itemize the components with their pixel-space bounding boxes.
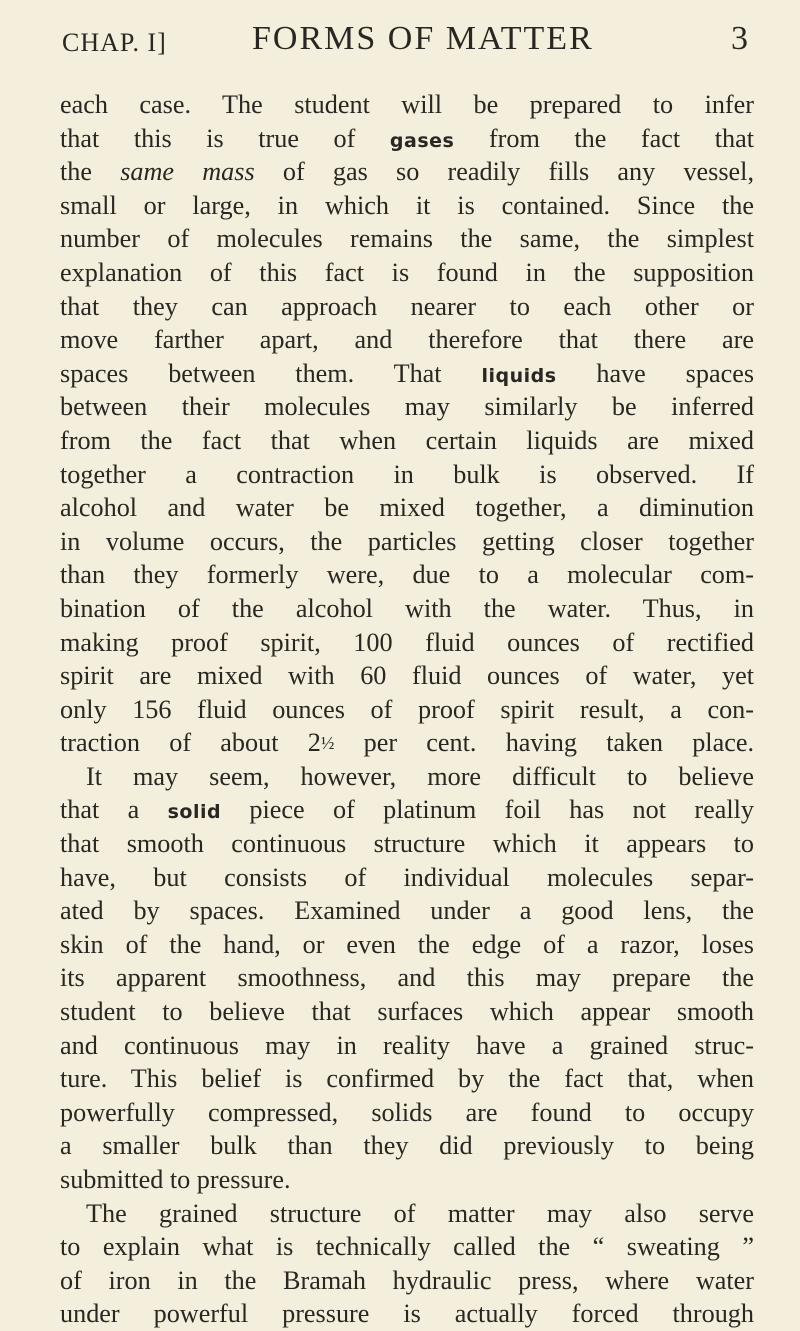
text-line: from the fact that when certain liquids are mixed xyxy=(60,425,754,455)
text-line: that they can approach nearer to each other or xyxy=(60,291,754,321)
emphasis-bold: liquids xyxy=(481,364,557,387)
text-line: to explain what is technically called the “ sweating ” xyxy=(60,1232,754,1262)
text-line: that a solid piece of platinum foil has not really xyxy=(60,795,754,825)
text-line: The grained structure of matter may also serve xyxy=(86,1198,754,1228)
text-line: of iron in the Bramah hydraulic press, where water xyxy=(60,1265,754,1295)
text-line: only 156 fluid ounces of proof spirit result, a con- xyxy=(60,694,754,724)
text-line: than they formerly were, due to a molecular com- xyxy=(60,560,754,590)
text-line: small or large, in which it is contained. Since the xyxy=(60,190,754,220)
chapter-label: CHAP. I] xyxy=(62,28,167,57)
text-line: the same mass of gas so readily fills any vessel, xyxy=(60,157,754,187)
body-text xyxy=(60,88,754,1331)
text-line: between their molecules may similarly be inferred xyxy=(60,392,754,422)
text-line: have, but consists of individual molecules separ- xyxy=(60,862,754,892)
running-title: FORMS OF MATTER xyxy=(252,20,594,57)
text-line: that smooth continuous structure which it appears to xyxy=(60,829,754,859)
text-line: ated by spaces. Examined under a good lens, the xyxy=(60,896,754,926)
emphasis-italic: same mass xyxy=(120,157,255,187)
text-line: ture. This belief is confirmed by the fact that, when xyxy=(60,1064,754,1094)
text-line: in volume occurs, the particles getting closer together xyxy=(60,526,754,556)
text-line: together a contraction in bulk is observed. If xyxy=(60,459,754,489)
text-line: a smaller bulk than they did previously to being xyxy=(60,1131,754,1161)
text-line: It may seem, however, more difficult to believe xyxy=(86,761,754,791)
text-line: student to believe that surfaces which appear smooth xyxy=(60,997,754,1027)
text-line: submitted to pressure. xyxy=(60,1165,291,1194)
text-line: number of molecules remains the same, the simplest xyxy=(60,224,754,254)
text-line: traction of about 2½ per cent. having taken place. xyxy=(60,728,754,758)
text-line: each case. The student will be prepared to infer xyxy=(60,90,754,119)
text-line: explanation of this fact is found in the supposition xyxy=(60,257,754,287)
text-line: and continuous may in reality have a grained struc- xyxy=(60,1030,754,1060)
text-line: spirit are mixed with 60 fluid ounces of water, yet xyxy=(60,661,754,691)
text-line: powerfully compressed, solids are found to occupy xyxy=(60,1097,754,1127)
text-line: move farther apart, and therefore that there are xyxy=(60,325,754,355)
fraction: ½ xyxy=(320,733,335,754)
text-line: bination of the alcohol with the water. Thus, in xyxy=(60,593,754,623)
running-header xyxy=(62,20,748,60)
text-line: that this is true of gases from the fact that xyxy=(60,123,754,153)
emphasis-bold: solid xyxy=(167,801,222,824)
text-line: alcohol and water be mixed together, a diminution xyxy=(60,493,754,523)
text-line: under powerful pressure is actually forced through xyxy=(60,1299,754,1329)
text-line: spaces between them. That liquids have spaces xyxy=(60,358,755,388)
page-number: 3 xyxy=(731,20,748,57)
text-line: its apparent smoothness, and this may prepare the xyxy=(60,963,754,993)
text-line: skin of the hand, or even the edge of a razor, loses xyxy=(60,929,754,959)
text-line: making proof spirit, 100 fluid ounces of rectified xyxy=(60,627,754,657)
emphasis-bold: gases xyxy=(389,129,455,152)
